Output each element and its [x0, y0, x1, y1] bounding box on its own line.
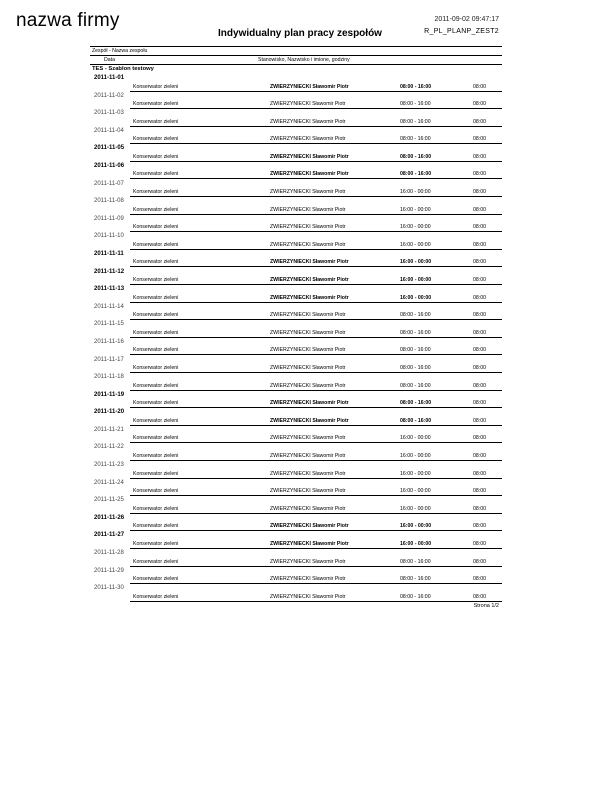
day-date: 2011-11-12 — [94, 268, 125, 275]
staff-role: Konserwator zieleni — [133, 189, 179, 196]
shift-total: 08:00 — [473, 347, 486, 354]
day-block — [90, 109, 502, 127]
shift-hours: 16:00 - 00:00 — [400, 470, 431, 477]
day-date: 2011-11-29 — [94, 567, 124, 574]
day-block — [90, 567, 502, 585]
shift-total: 08:00 — [473, 312, 486, 319]
staff-name: ZWIERZYNIECKI Sławomir Piotr — [270, 83, 349, 90]
shift-total: 08:00 — [473, 505, 486, 512]
day-block — [90, 356, 502, 374]
shift-total: 08:00 — [473, 329, 486, 336]
table-row — [130, 346, 502, 355]
shift-total: 08:00 — [473, 576, 486, 583]
day-block — [90, 92, 502, 110]
staff-name: ZWIERZYNIECKI Sławomir Piotr — [270, 136, 346, 143]
day-date: 2011-11-09 — [94, 215, 124, 222]
staff-name: ZWIERZYNIECKI Sławomir Piotr — [270, 224, 346, 231]
shift-total: 08:00 — [473, 153, 486, 160]
staff-name: ZWIERZYNIECKI Sławomir Piotr — [270, 593, 346, 600]
table-row — [130, 276, 502, 285]
table-row — [130, 206, 502, 215]
shift-total: 08:00 — [473, 470, 486, 477]
staff-role: Konserwator zieleni — [133, 540, 179, 547]
staff-role: Konserwator zieleni — [133, 347, 179, 354]
shift-hours: 16:00 - 00:00 — [400, 435, 431, 442]
day-block — [90, 426, 502, 444]
table-row — [130, 382, 502, 391]
shift-hours: 08:00 - 16:00 — [400, 347, 431, 354]
staff-role: Konserwator zieleni — [133, 505, 179, 512]
staff-role: Konserwator zieleni — [133, 101, 179, 108]
day-date: 2011-11-05 — [94, 145, 125, 152]
table-row — [130, 434, 502, 443]
day-block — [90, 268, 502, 286]
staff-name: ZWIERZYNIECKI Sławomir Piotr — [270, 189, 346, 196]
staff-role: Konserwator zieleni — [133, 206, 179, 213]
day-block — [90, 479, 502, 497]
staff-role: Konserwator zieleni — [133, 452, 179, 459]
shift-hours: 08:00 - 16:00 — [400, 171, 432, 178]
staff-role: Konserwator zieleni — [133, 294, 179, 301]
day-block — [90, 285, 502, 303]
day-block — [90, 391, 502, 409]
day-block — [90, 549, 502, 567]
shift-hours: 08:00 - 16:00 — [400, 329, 431, 336]
staff-name: ZWIERZYNIECKI Sławomir Piotr — [270, 470, 346, 477]
shift-hours: 16:00 - 00:00 — [400, 540, 432, 547]
staff-role: Konserwator zieleni — [133, 523, 179, 530]
table-row — [130, 223, 502, 232]
staff-role: Konserwator zieleni — [133, 400, 179, 407]
team-name: TES - Szablon testowy — [92, 66, 154, 72]
shift-hours: 08:00 - 16:00 — [400, 136, 431, 143]
staff-role: Konserwator zieleni — [133, 576, 179, 583]
day-block — [90, 303, 502, 321]
table-row — [130, 558, 502, 567]
shift-total: 08:00 — [473, 452, 486, 459]
shift-total: 08:00 — [473, 435, 486, 442]
day-date: 2011-11-27 — [94, 532, 125, 539]
staff-name: ZWIERZYNIECKI Sławomir Piotr — [270, 347, 346, 354]
staff-name: ZWIERZYNIECKI Sławomir Piotr — [270, 558, 346, 565]
staff-role: Konserwator zieleni — [133, 470, 179, 477]
day-block — [90, 250, 502, 268]
staff-name: ZWIERZYNIECKI Sławomir Piotr — [270, 312, 346, 319]
day-date: 2011-11-26 — [94, 514, 125, 521]
staff-name: ZWIERZYNIECKI Sławomir Piotr — [270, 294, 349, 301]
shift-total: 08:00 — [473, 558, 486, 565]
day-date: 2011-11-22 — [94, 444, 124, 451]
day-date: 2011-11-11 — [94, 250, 124, 257]
day-block — [90, 232, 502, 250]
shift-hours: 08:00 - 16:00 — [400, 400, 432, 407]
day-block — [90, 215, 502, 233]
shift-total: 08:00 — [473, 417, 486, 424]
day-date: 2011-11-28 — [94, 550, 124, 557]
staff-name: ZWIERZYNIECKI Sławomir Piotr — [270, 329, 346, 336]
day-date: 2011-11-25 — [94, 497, 124, 504]
day-date: 2011-11-06 — [94, 162, 125, 169]
table-row — [130, 452, 502, 461]
shift-total: 08:00 — [473, 593, 486, 600]
staff-name: ZWIERZYNIECKI Sławomir Piotr — [270, 259, 349, 266]
shift-total: 08:00 — [473, 83, 486, 90]
table-row — [130, 329, 502, 338]
day-block — [90, 74, 502, 92]
day-block — [90, 584, 502, 602]
shift-total: 08:00 — [473, 189, 486, 196]
team-column-header: Zespół - Nazwa zespołu — [90, 47, 502, 56]
shift-hours: 16:00 - 00:00 — [400, 523, 432, 530]
staff-role: Konserwator zieleni — [133, 224, 179, 231]
day-block — [90, 373, 502, 391]
staff-role: Konserwator zieleni — [133, 118, 179, 125]
shift-hours: 08:00 - 16:00 — [400, 382, 431, 389]
table-header — [90, 46, 502, 65]
day-block — [90, 443, 502, 461]
staff-name: ZWIERZYNIECKI Sławomir Piotr — [270, 382, 346, 389]
day-date: 2011-11-01 — [94, 75, 125, 81]
table-row — [130, 487, 502, 496]
staff-role: Konserwator zieleni — [133, 593, 179, 600]
table-row — [130, 505, 502, 514]
table-row — [130, 118, 502, 127]
shift-hours: 16:00 - 00:00 — [400, 488, 431, 495]
table-row — [130, 593, 502, 602]
day-date: 2011-11-15 — [94, 321, 124, 328]
table-row — [130, 188, 502, 197]
table-row — [130, 522, 502, 531]
day-date: 2011-11-24 — [94, 479, 124, 486]
staff-name: ZWIERZYNIECKI Sławomir Piotr — [270, 365, 346, 371]
table-row — [130, 258, 502, 267]
staff-name: ZWIERZYNIECKI Sławomir Piotr — [270, 153, 349, 160]
day-date: 2011-11-19 — [94, 391, 125, 398]
shift-hours: 16:00 - 00:00 — [400, 505, 431, 512]
staff-role: Konserwator zieleni — [133, 365, 179, 371]
day-date: 2011-11-07 — [94, 180, 124, 187]
page-number: Strona 1/2 — [473, 603, 499, 609]
day-date: 2011-11-02 — [94, 92, 124, 99]
staff-name: ZWIERZYNIECKI Sławomir Piotr — [270, 505, 346, 512]
shift-hours: 08:00 - 16:00 — [400, 101, 431, 108]
staff-column-header: Stanowisko, Nazwisko i imione, godziny — [258, 57, 350, 63]
table-row — [130, 170, 502, 179]
day-block — [90, 496, 502, 514]
day-block — [90, 514, 502, 532]
staff-role: Konserwator zieleni — [133, 153, 179, 160]
shift-total: 08:00 — [473, 294, 486, 301]
shift-total: 08:00 — [473, 523, 486, 530]
shift-hours: 08:00 - 16:00 — [400, 576, 431, 583]
shift-total: 08:00 — [473, 171, 486, 178]
day-block — [90, 531, 502, 549]
day-block — [90, 408, 502, 426]
shift-hours: 08:00 - 16:00 — [400, 593, 431, 600]
day-block — [90, 180, 502, 198]
staff-name: ZWIERZYNIECKI Sławomir Piotr — [270, 241, 346, 248]
staff-role: Konserwator zieleni — [133, 417, 179, 424]
shift-hours: 16:00 - 00:00 — [400, 224, 431, 231]
day-block — [90, 144, 502, 162]
staff-role: Konserwator zieleni — [133, 488, 179, 495]
staff-name: ZWIERZYNIECKI Sławomir Piotr — [270, 523, 349, 530]
shift-hours: 16:00 - 00:00 — [400, 277, 432, 284]
day-block — [90, 127, 502, 145]
shift-total: 08:00 — [473, 540, 486, 547]
column-header-row — [90, 56, 502, 64]
table-row — [130, 540, 502, 549]
shift-total: 08:00 — [473, 365, 486, 371]
day-date: 2011-11-10 — [94, 233, 124, 240]
staff-name: ZWIERZYNIECKI Sławomir Piotr — [270, 101, 346, 108]
table-row — [130, 100, 502, 109]
company-name: nazwa firmy — [16, 10, 120, 31]
staff-role: Konserwator zieleni — [133, 329, 179, 336]
report-code: R_PL_PLANP_ZEST2 — [424, 28, 499, 35]
staff-name: ZWIERZYNIECKI Sławomir Piotr — [270, 277, 349, 284]
table-row — [130, 135, 502, 144]
staff-role: Konserwator zieleni — [133, 558, 179, 565]
shift-hours: 08:00 - 16:00 — [400, 365, 431, 371]
staff-name: ZWIERZYNIECKI Sławomir Piotr — [270, 417, 349, 424]
day-block — [90, 338, 502, 356]
shift-hours: 08:00 - 16:00 — [400, 118, 431, 125]
staff-name: ZWIERZYNIECKI Sławomir Piotr — [270, 171, 349, 178]
table-row — [130, 241, 502, 250]
shift-hours: 08:00 - 16:00 — [400, 558, 431, 565]
shift-total: 08:00 — [473, 206, 486, 213]
shift-hours: 16:00 - 00:00 — [400, 452, 431, 459]
staff-role: Konserwator zieleni — [133, 241, 179, 248]
shift-total: 08:00 — [473, 382, 486, 389]
shift-total: 08:00 — [473, 224, 486, 231]
staff-role: Konserwator zieleni — [133, 435, 179, 442]
staff-name: ZWIERZYNIECKI Sławomir Piotr — [270, 488, 346, 495]
day-list — [90, 74, 502, 602]
day-date: 2011-11-13 — [94, 286, 125, 293]
day-date: 2011-11-20 — [94, 409, 125, 416]
date-column-header: Data — [104, 57, 115, 63]
table-row — [130, 575, 502, 584]
day-date: 2011-11-16 — [94, 338, 124, 345]
shift-hours: 16:00 - 00:00 — [400, 241, 431, 248]
staff-name: ZWIERZYNIECKI Sławomir Piotr — [270, 400, 349, 407]
staff-role: Konserwator zieleni — [133, 136, 179, 143]
shift-total: 08:00 — [473, 118, 486, 125]
day-date: 2011-11-04 — [94, 127, 124, 134]
shift-hours: 16:00 - 00:00 — [400, 189, 431, 196]
day-date: 2011-11-03 — [94, 110, 124, 117]
table-row — [130, 470, 502, 479]
staff-role: Konserwator zieleni — [133, 312, 179, 319]
shift-hours: 08:00 - 16:00 — [400, 312, 431, 319]
day-block — [90, 320, 502, 338]
shift-hours: 08:00 - 16:00 — [400, 83, 432, 90]
table-row — [130, 311, 502, 320]
staff-name: ZWIERZYNIECKI Sławomir Piotr — [270, 452, 346, 459]
report-table — [90, 46, 502, 602]
day-date: 2011-11-21 — [94, 426, 124, 433]
table-row — [130, 294, 502, 303]
shift-total: 08:00 — [473, 400, 486, 407]
table-row — [130, 153, 502, 162]
table-row — [130, 417, 502, 426]
shift-hours: 16:00 - 00:00 — [400, 206, 431, 213]
shift-total: 08:00 — [473, 488, 486, 495]
day-date: 2011-11-17 — [94, 356, 124, 363]
day-date: 2011-11-08 — [94, 198, 124, 205]
staff-name: ZWIERZYNIECKI Sławomir Piotr — [270, 576, 346, 583]
staff-role: Konserwator zieleni — [133, 382, 179, 389]
shift-hours: 16:00 - 00:00 — [400, 259, 432, 266]
report-title: Indywidualny plan pracy zespołów — [218, 28, 382, 39]
day-date: 2011-11-30 — [94, 585, 124, 592]
staff-name: ZWIERZYNIECKI Sławomir Piotr — [270, 206, 346, 213]
day-block — [90, 197, 502, 215]
shift-total: 08:00 — [473, 277, 486, 284]
staff-name: ZWIERZYNIECKI Sławomir Piotr — [270, 540, 349, 547]
staff-role: Konserwator zieleni — [133, 277, 179, 284]
staff-role: Konserwator zieleni — [133, 83, 179, 90]
staff-role: Konserwator zieleni — [133, 259, 179, 266]
day-block — [90, 162, 502, 180]
shift-hours: 08:00 - 16:00 — [400, 153, 432, 160]
staff-name: ZWIERZYNIECKI Sławomir Piotr — [270, 118, 346, 125]
table-row — [130, 399, 502, 408]
shift-total: 08:00 — [473, 241, 486, 248]
day-date: 2011-11-14 — [94, 303, 124, 310]
table-row — [130, 364, 502, 373]
day-date: 2011-11-18 — [94, 374, 124, 381]
staff-role: Konserwator zieleni — [133, 171, 179, 178]
shift-hours: 08:00 - 16:00 — [400, 417, 432, 424]
shift-total: 08:00 — [473, 136, 486, 143]
shift-total: 08:00 — [473, 101, 486, 108]
report-timestamp: 2011-09-02 09:47:17 — [434, 16, 499, 23]
shift-total: 08:00 — [473, 259, 486, 266]
table-row — [130, 83, 502, 92]
shift-hours: 16:00 - 00:00 — [400, 294, 432, 301]
day-date: 2011-11-23 — [94, 462, 124, 469]
day-block — [90, 461, 502, 479]
staff-name: ZWIERZYNIECKI Sławomir Piotr — [270, 435, 346, 442]
